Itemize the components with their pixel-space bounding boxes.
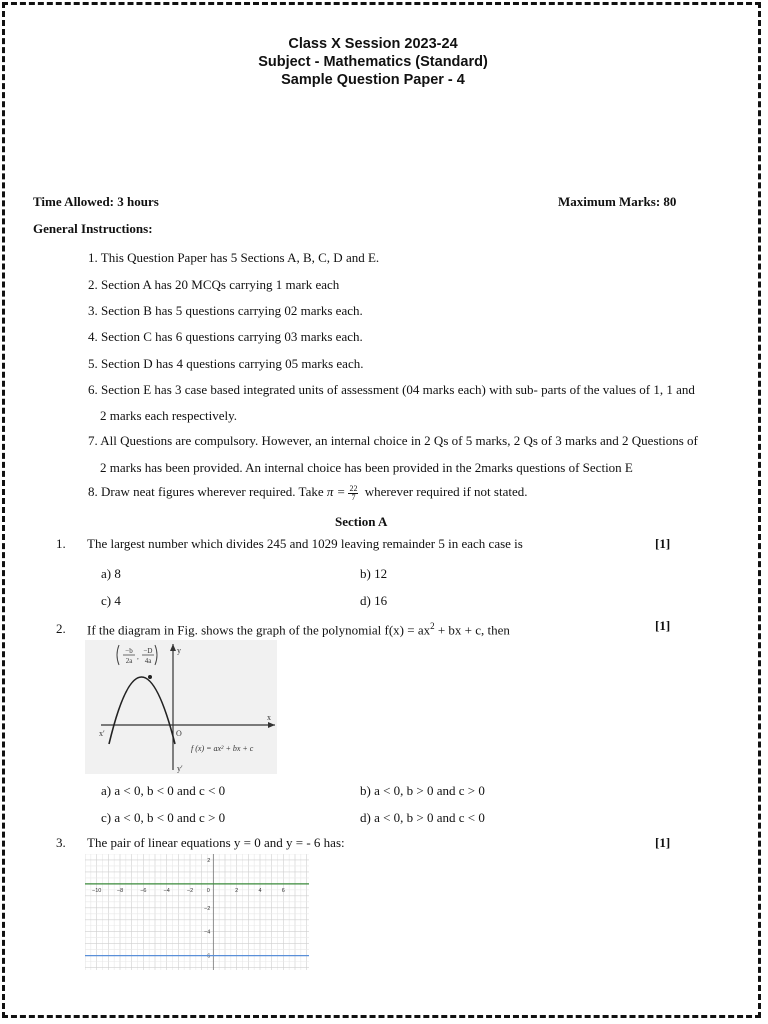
instruction-8-tail: wherever required if not stated.: [364, 484, 528, 499]
y-tick-label: 2: [207, 857, 211, 864]
linear-equations-graph: [85, 854, 309, 970]
instruction-item-continued: 2 marks has been provided. An internal choice has been provided in the 2marks questions of Section E: [100, 460, 633, 475]
exponent: 2: [430, 621, 435, 631]
x-label: x: [267, 713, 271, 722]
x-tick-label: 6: [281, 887, 285, 894]
x-tick-label: −8: [116, 887, 124, 894]
question-marks: [1]: [655, 618, 671, 633]
option-b: b) 12: [360, 566, 388, 581]
vertex-label-den2: 4a: [144, 657, 152, 665]
paper-title: Sample Question Paper - 4: [281, 72, 465, 88]
x-tick-label: −4: [163, 887, 170, 894]
paper-subject: Subject - Mathematics (Standard): [258, 54, 488, 70]
instruction-item: 5. Section D has 4 questions carrying 05 marks each.: [88, 356, 364, 371]
instruction-item-8: [88, 484, 527, 502]
y-tick-label: −6: [204, 953, 211, 960]
question-number: 2.: [56, 621, 66, 636]
option-a: a) 8: [101, 566, 121, 581]
option-d: d) a < 0, b > 0 and c < 0: [360, 810, 485, 825]
x-prime-label: x′: [99, 729, 105, 738]
instruction-item: 1. This Question Paper has 5 Sections A, B, C, D and E.: [88, 250, 380, 265]
y-tick-label: −4: [204, 929, 211, 936]
paper-class: Class X Session 2023-24: [288, 36, 458, 52]
option-c: c) 4: [101, 593, 121, 608]
question-text: The largest number which divides 245 and 1029 leaving remainder 5 in each case is: [87, 536, 523, 551]
question-number: 3.: [56, 835, 66, 850]
fraction-denominator: 7: [351, 492, 356, 502]
parabola-figure: [85, 640, 277, 774]
x-tick-label: 2: [235, 887, 239, 894]
instruction-item: 3. Section B has 5 questions carrying 02 marks each.: [88, 303, 363, 318]
y-label: y: [177, 646, 181, 655]
x-tick-label: 4: [258, 887, 262, 894]
option-d: d) 16: [360, 593, 388, 608]
question-text-part: + bx + c, then: [434, 622, 510, 638]
vertex-label-den1: 2a: [125, 657, 133, 665]
section-title: Section A: [335, 514, 388, 529]
pi-symbol: π =: [326, 484, 346, 499]
vertex-label-num2: −D: [143, 647, 153, 655]
question-text: [87, 621, 510, 638]
time-allowed: Time Allowed: 3 hours: [33, 194, 159, 209]
instruction-item: 7. All Questions are compulsory. However, an internal choice in 2 Qs of 5 marks, 2 Qs of 3 marks and 2 Questions of: [88, 433, 698, 448]
graph-tick-labels: [92, 858, 285, 960]
y-tick-label: −2: [204, 905, 211, 912]
y-prime-label: y′: [177, 764, 183, 773]
instruction-item: 6. Section E has 3 case based integrated units of assessment (04 marks each) with sub- parts of the values of 1, 1 and: [88, 382, 695, 397]
question-number: 1.: [56, 536, 66, 551]
fraction-numerator: 22: [349, 483, 358, 493]
question-text: The pair of linear equations y = 0 and y = - 6 has:: [87, 835, 345, 850]
comma: ,: [137, 653, 139, 661]
x-tick-label: −2: [186, 887, 194, 894]
question-text-part: If the diagram in Fig. shows the graph of the polynomial f(x) = ax: [87, 622, 431, 638]
vertex-label-num1: −b: [125, 647, 133, 655]
pi-fraction: [348, 485, 358, 502]
max-marks: Maximum Marks: 80: [558, 194, 677, 209]
x-tick-label: −10: [91, 887, 102, 894]
instruction-item: 2. Section A has 20 MCQs carrying 1 mark each: [88, 277, 340, 292]
option-a: a) a < 0, b < 0 and c < 0: [101, 783, 226, 798]
instruction-item: 4. Section C has 6 questions carrying 03 marks each.: [88, 329, 363, 344]
function-label: f (x) = ax² + bx + c: [191, 744, 254, 753]
graph-grid: [85, 854, 309, 970]
question-marks: [1]: [655, 536, 671, 551]
option-c: c) a < 0, b < 0 and c > 0: [101, 810, 226, 825]
question-marks: [1]: [655, 835, 671, 850]
option-b: b) a < 0, b > 0 and c > 0: [360, 783, 485, 798]
x-tick-label: 0: [206, 887, 210, 894]
figure-background: [85, 640, 277, 774]
instruction-item-continued: 2 marks each respectively.: [100, 408, 238, 423]
instruction-8-text: 8. Draw neat figures wherever required. Take: [88, 484, 324, 499]
origin-label: O: [176, 729, 182, 738]
instructions-title: General Instructions:: [33, 221, 153, 236]
x-tick-label: −6: [140, 887, 147, 894]
vertex-point: [148, 675, 152, 679]
